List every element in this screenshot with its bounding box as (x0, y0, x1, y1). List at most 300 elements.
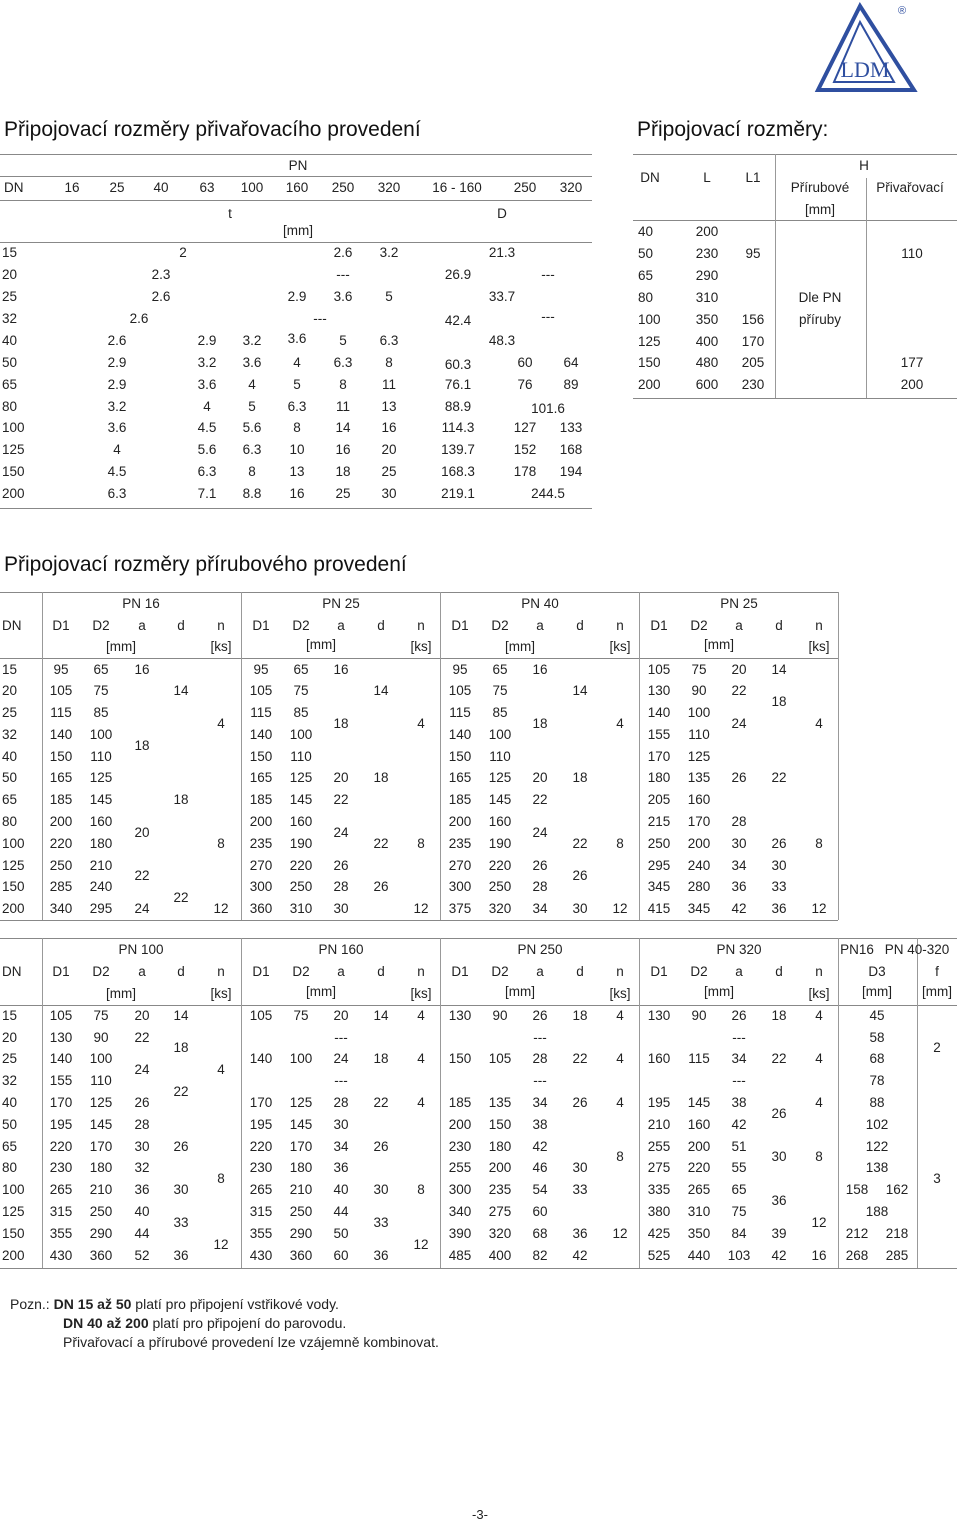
header-cell: [mm] (704, 637, 734, 652)
table-cell: 85 (492, 705, 508, 720)
table-cell: 290 (289, 1226, 313, 1241)
header-cell: a (138, 964, 146, 979)
table-cell: 315 (49, 1204, 73, 1219)
header-cell: 16 - 160 (432, 180, 482, 195)
table-cell: 8 (417, 1182, 425, 1197)
header-cell: d (576, 964, 584, 979)
table-cell: 156 (741, 312, 765, 327)
table-cell: 20 (731, 662, 747, 677)
header-cell: a (536, 618, 544, 633)
table-cell: 20 (2, 1030, 18, 1045)
table-cell: 125 (687, 749, 711, 764)
table-cell: 170 (289, 1139, 313, 1154)
table-cell: 12 (413, 901, 429, 916)
table-cell: 105 (647, 662, 671, 677)
table-cell: 100 (2, 420, 25, 435)
table-cell: 177 (900, 355, 924, 370)
table-cell: 215 (647, 814, 671, 829)
table-cell: 75 (93, 1008, 109, 1023)
note-line-1 (10, 1295, 439, 1314)
table-cell: 36 (134, 1182, 150, 1197)
header-cell: PN 100 (118, 942, 164, 957)
table-cell: 22 (771, 770, 787, 785)
note-line-3 (10, 1333, 439, 1352)
table-cell: 170 (49, 1095, 73, 1110)
table-cell: 15 (2, 1008, 18, 1023)
table-cell: 285 (885, 1248, 909, 1263)
table-cell: 125 (289, 1095, 313, 1110)
table-cell: 50 (2, 1117, 18, 1132)
table-cell: 26 (373, 1139, 389, 1154)
table-cell: 110 (688, 727, 710, 742)
table-cell: 3.6 (287, 331, 307, 346)
table-cell: 75 (731, 1204, 747, 1219)
ldm-logo (810, 2, 922, 96)
table-cell: 300 (448, 879, 472, 894)
table-cell: 34 (731, 858, 747, 873)
header-cell: [ks] (410, 986, 432, 1001)
table-cell: --- (533, 1030, 547, 1045)
table-cell: 190 (488, 836, 512, 851)
table-cell: 75 (93, 683, 109, 698)
table-cell: 8 (616, 1149, 624, 1164)
table-cell: 170 (647, 749, 671, 764)
table-cell: 235 (249, 836, 273, 851)
table-cell: 16 (381, 420, 397, 435)
table-cell: 4 (815, 716, 823, 731)
table-cell: 400 (695, 334, 719, 349)
table-cell: 100 (289, 727, 313, 742)
table-cell: 194 (559, 464, 583, 479)
table-cell: 18 (173, 1040, 189, 1055)
table-cell: 127 (513, 420, 537, 435)
table-cell: 150 (2, 464, 25, 479)
table-cell: 32 (2, 311, 18, 326)
table-cell: 415 (647, 901, 671, 916)
header-cell: n (417, 964, 425, 979)
table-cell: 32 (2, 727, 18, 742)
header-cell: [ks] (210, 639, 232, 654)
table-cell: 133 (559, 420, 583, 435)
table-cell: 170 (687, 814, 711, 829)
header-cell: 320 (377, 180, 401, 195)
header-cell: DN (2, 618, 22, 633)
table-cell: 600 (695, 377, 719, 392)
table-cell: 36 (173, 1248, 189, 1263)
header-cell: [mm] (106, 639, 136, 654)
header-cell: D1 (252, 618, 270, 633)
table-cell: 140 (647, 705, 671, 720)
note-text-2: platí pro připojení do parovodu. (148, 1315, 347, 1331)
table-cell: 18 (771, 694, 787, 709)
table-cell: 30 (173, 1182, 189, 1197)
table-cell: 4 (217, 1062, 225, 1077)
table-cell: 36 (731, 879, 747, 894)
table-cell: 145 (488, 792, 512, 807)
table-cell: 360 (249, 901, 273, 916)
table-cell: 42 (532, 1139, 548, 1154)
table-cell: 36 (771, 1193, 787, 1208)
table-cell: 103 (727, 1248, 751, 1263)
table-cell: 268 (845, 1248, 869, 1263)
logo-text: LDM (840, 57, 890, 82)
table-cell: 230 (695, 246, 719, 261)
table-cell: 250 (647, 836, 671, 851)
table-cell: 250 (289, 1204, 313, 1219)
table-cell: 4 (616, 1008, 624, 1023)
header-cell: d (576, 618, 584, 633)
table-cell: 88 (869, 1095, 885, 1110)
table-cell: 235 (448, 836, 472, 851)
table-cell: 6.3 (333, 355, 353, 370)
table-cell: 4 (217, 716, 225, 731)
header-cell: t (228, 206, 232, 221)
table-cell: 44 (333, 1204, 349, 1219)
table-cell: 60.3 (444, 357, 472, 372)
sec1-title: Připojovací rozměry přivařovacího provedení (4, 118, 421, 141)
table-cell: 14 (173, 683, 189, 698)
table-cell: 185 (448, 1095, 472, 1110)
table-cell: 12 (811, 1215, 827, 1230)
table-cell: 345 (647, 879, 671, 894)
note-prefix: Pozn.: (10, 1296, 54, 1312)
table-cell: 5 (339, 333, 347, 348)
table-cell: 430 (49, 1248, 73, 1263)
table-cell: 180 (289, 1160, 313, 1175)
header-cell: [mm] (922, 984, 952, 999)
header-cell: PN 160 (318, 942, 364, 957)
table-cell: 65 (2, 792, 18, 807)
table-cell: 5.6 (242, 420, 262, 435)
table-cell: 88.9 (444, 399, 472, 414)
table-cell: 42 (731, 1117, 747, 1132)
table-cell: 155 (49, 1073, 73, 1088)
table-cell: 6.3 (379, 333, 399, 348)
table-cell: 36 (771, 901, 787, 916)
table-cell: 230 (741, 377, 765, 392)
table-cell: 295 (647, 858, 671, 873)
table-cell: 240 (89, 879, 113, 894)
table-cell: 250 (488, 879, 512, 894)
table-cell: 205 (647, 792, 671, 807)
table-cell: 22 (532, 792, 548, 807)
header-cell: D2 (491, 964, 509, 979)
header-cell: a (536, 964, 544, 979)
note-bold-2: DN 40 až 200 (63, 1315, 149, 1331)
table-cell: 380 (647, 1204, 671, 1219)
table-cell: 76.1 (444, 377, 472, 392)
table-cell: 115 (688, 1051, 710, 1066)
table-cell: --- (541, 267, 555, 282)
header-cell: a (337, 964, 345, 979)
table-cell: 4 (815, 1008, 823, 1023)
table-cell: 290 (89, 1226, 113, 1241)
table-cell: 130 (49, 1030, 73, 1045)
header-cell: 320 (559, 180, 583, 195)
table-cell: 105 (249, 683, 273, 698)
table-cell: 485 (448, 1248, 472, 1263)
header-cell: D1 (650, 618, 668, 633)
table-cell: 400 (488, 1248, 512, 1263)
table-cell: 26 (731, 1008, 747, 1023)
table-cell: 12 (811, 901, 827, 916)
table-cell: 34 (731, 1051, 747, 1066)
header-cell: D2 (690, 964, 708, 979)
table-cell: 270 (249, 858, 273, 873)
header-cell: [mm] (704, 984, 734, 999)
table-cell: 170 (89, 1139, 113, 1154)
table-cell: 13 (381, 399, 397, 414)
table-cell: 315 (249, 1204, 273, 1219)
table-cell: 20 (532, 770, 548, 785)
table-cell: 125 (89, 770, 113, 785)
header-cell: D3 (868, 964, 886, 979)
header-cell: PN16 (840, 942, 874, 957)
table-cell: 130 (448, 1008, 472, 1023)
table-cell: 40 (2, 749, 18, 764)
table-cell: 480 (695, 355, 719, 370)
table-cell: 24 (333, 825, 349, 840)
header-cell: Přírubové (790, 180, 850, 195)
header-cell: D1 (52, 618, 70, 633)
table-cell: 60 (517, 355, 533, 370)
header-cell: [mm] (805, 202, 835, 217)
table-cell: 20 (333, 1008, 349, 1023)
header-cell: n (217, 964, 225, 979)
table-cell: 4 (417, 1008, 425, 1023)
table-cell: 295 (89, 901, 113, 916)
table-cell: 150 (249, 749, 273, 764)
table-cell: 12 (612, 1226, 628, 1241)
header-cell: D2 (92, 618, 110, 633)
table-cell: 350 (695, 312, 719, 327)
table-cell: 125 (2, 1204, 25, 1219)
table-cell: 160 (289, 814, 313, 829)
table-cell: 64 (563, 355, 579, 370)
table-cell: 12 (612, 901, 628, 916)
header-cell: D2 (292, 964, 310, 979)
note-bold-1: DN 15 až 50 (53, 1296, 132, 1312)
table-cell: 2.9 (107, 377, 127, 392)
table-cell: 340 (448, 1204, 472, 1219)
table-cell: 135 (687, 770, 711, 785)
table-cell: 2.9 (107, 355, 127, 370)
table-cell: 145 (289, 792, 313, 807)
table-cell: 12 (213, 1237, 229, 1252)
table-cell: 90 (93, 1030, 109, 1045)
table-cell: 22 (373, 1095, 389, 1110)
table-cell: 16 (532, 662, 548, 677)
table-cell: 220 (49, 836, 73, 851)
table-cell: 170 (249, 1095, 273, 1110)
table-cell: 8 (815, 836, 823, 851)
table-cell: 6.3 (197, 464, 217, 479)
table-cell: 90 (492, 1008, 508, 1023)
table-cell: 32 (2, 1073, 18, 1088)
table-cell: 114.3 (441, 420, 475, 435)
table-cell: příruby (798, 312, 842, 327)
table-cell: 185 (49, 792, 73, 807)
table-cell: 200 (2, 486, 25, 501)
table-cell: 32 (134, 1160, 150, 1175)
table-cell: 85 (93, 705, 109, 720)
table-cell: 155 (647, 727, 671, 742)
table-cell: 250 (49, 858, 73, 873)
table-cell: Dle PN (798, 290, 842, 305)
table-cell: 300 (448, 1182, 472, 1197)
table-cell: 200 (900, 377, 924, 392)
header-cell: a (138, 618, 146, 633)
table-cell: 125 (2, 858, 25, 873)
table-cell: 3.6 (197, 377, 217, 392)
table-cell: 30 (572, 1160, 588, 1175)
table-cell: 168.3 (441, 464, 475, 479)
table-cell: 160 (89, 814, 113, 829)
table-cell: 26 (771, 836, 787, 851)
table-cell: 4 (417, 1051, 425, 1066)
header-cell: 16 (64, 180, 80, 195)
table-cell: 95 (253, 662, 269, 677)
table-cell: 58 (869, 1030, 885, 1045)
table-cell: 50 (2, 770, 18, 785)
table-cell: 65 (2, 377, 18, 392)
table-cell: 110 (290, 749, 312, 764)
table-cell: 130 (647, 683, 671, 698)
table-cell: 320 (488, 901, 512, 916)
table-cell: 18 (173, 792, 189, 807)
table-cell: 105 (448, 683, 472, 698)
table-cell: 158 (845, 1182, 869, 1197)
table-cell: 14 (373, 1008, 389, 1023)
table-cell: 180 (488, 1139, 512, 1154)
header-cell: D2 (292, 618, 310, 633)
table-cell: 33 (373, 1215, 389, 1230)
table-cell: 280 (687, 879, 711, 894)
table-cell: 290 (695, 268, 719, 283)
table-cell: --- (313, 311, 327, 326)
header-cell: D1 (451, 618, 469, 633)
table-cell: 42 (572, 1248, 588, 1263)
table-cell: 26 (532, 858, 548, 873)
header-cell: D1 (650, 964, 668, 979)
table-cell: 54 (532, 1182, 548, 1197)
table-cell: 195 (647, 1095, 671, 1110)
table-cell: 110 (90, 749, 112, 764)
table-cell: 24 (134, 901, 150, 916)
table-cell: 265 (249, 1182, 273, 1197)
header-cell: 25 (109, 180, 125, 195)
table-cell: 140 (448, 727, 472, 742)
table-cell: 525 (647, 1248, 671, 1263)
header-cell: [mm] (862, 984, 892, 999)
table-cell: 150 (448, 749, 472, 764)
table-cell: 152 (513, 442, 537, 457)
table-cell: 6.3 (287, 399, 307, 414)
table-cell: 22 (333, 792, 349, 807)
table-cell: 3.2 (197, 355, 217, 370)
table-cell: 42.4 (444, 313, 472, 328)
table-cell: 18 (373, 770, 389, 785)
table-cell: 14 (572, 683, 588, 698)
table-cell: 18 (335, 464, 351, 479)
table-cell: 230 (249, 1160, 273, 1175)
table-cell: 18 (572, 1008, 588, 1023)
table-cell: 28 (532, 879, 548, 894)
table-cell: 68 (869, 1051, 885, 1066)
table-cell: 265 (49, 1182, 73, 1197)
table-cell: 125 (289, 770, 313, 785)
table-cell: 250 (289, 879, 313, 894)
table-cell: 200 (448, 814, 472, 829)
table-cell: 8 (616, 836, 624, 851)
table-cell: 8.8 (242, 486, 262, 501)
table-cell: 300 (249, 879, 273, 894)
table-cell: 34 (333, 1139, 349, 1154)
table-cell: 76 (517, 377, 533, 392)
table-cell: 60 (333, 1248, 349, 1263)
table-cell: 102 (865, 1117, 889, 1132)
header-cell: DN (2, 964, 22, 979)
table-cell: 30 (731, 836, 747, 851)
table-cell: 95 (452, 662, 468, 677)
table-cell: 105 (249, 1008, 273, 1023)
header-cell: 250 (331, 180, 355, 195)
table-cell: 34 (532, 901, 548, 916)
table-cell: 200 (687, 836, 711, 851)
table-cell: 20 (381, 442, 397, 457)
table-cell: 16 (333, 662, 349, 677)
table-cell: 84 (731, 1226, 747, 1241)
table-cell: 80 (638, 290, 654, 305)
table-cell: 65 (93, 662, 109, 677)
header-cell: [mm] (306, 984, 336, 999)
header-cell: [ks] (609, 639, 631, 654)
table-cell: 51 (731, 1139, 747, 1154)
table-cell: 8 (815, 1149, 823, 1164)
table-cell: 178 (513, 464, 537, 479)
table-cell: 22 (771, 1051, 787, 1066)
table-cell: 110 (90, 1073, 112, 1088)
table-cell: 200 (2, 1248, 25, 1263)
table-cell: 100 (289, 1051, 313, 1066)
table-cell: 5 (248, 399, 256, 414)
table-cell: 4 (616, 1095, 624, 1110)
table-cell: 3.2 (379, 245, 399, 260)
header-cell: d (377, 618, 385, 633)
table-cell: 34 (532, 1095, 548, 1110)
table-cell: 26.9 (444, 267, 472, 282)
table-cell: 26 (572, 1095, 588, 1110)
table-cell: 230 (49, 1160, 73, 1175)
table-cell: 20 (2, 267, 18, 282)
table-cell: 115 (250, 705, 272, 720)
table-cell: 2.9 (287, 289, 307, 304)
table-cell: 145 (687, 1095, 711, 1110)
table-cell: 220 (488, 858, 512, 873)
table-cell: 355 (49, 1226, 73, 1241)
page-number: -3- (472, 1507, 488, 1522)
table-cell: 140 (249, 1051, 273, 1066)
header-cell: [mm] (306, 637, 336, 652)
table-cell: 345 (687, 901, 711, 916)
table-cell: 310 (289, 901, 313, 916)
table-cell: 22 (134, 1030, 150, 1045)
table-cell: 200 (448, 1117, 472, 1132)
table-cell: 4 (293, 355, 301, 370)
table-cell: 2 (933, 1040, 941, 1055)
header-cell: d (775, 964, 783, 979)
table-cell: 140 (249, 727, 273, 742)
